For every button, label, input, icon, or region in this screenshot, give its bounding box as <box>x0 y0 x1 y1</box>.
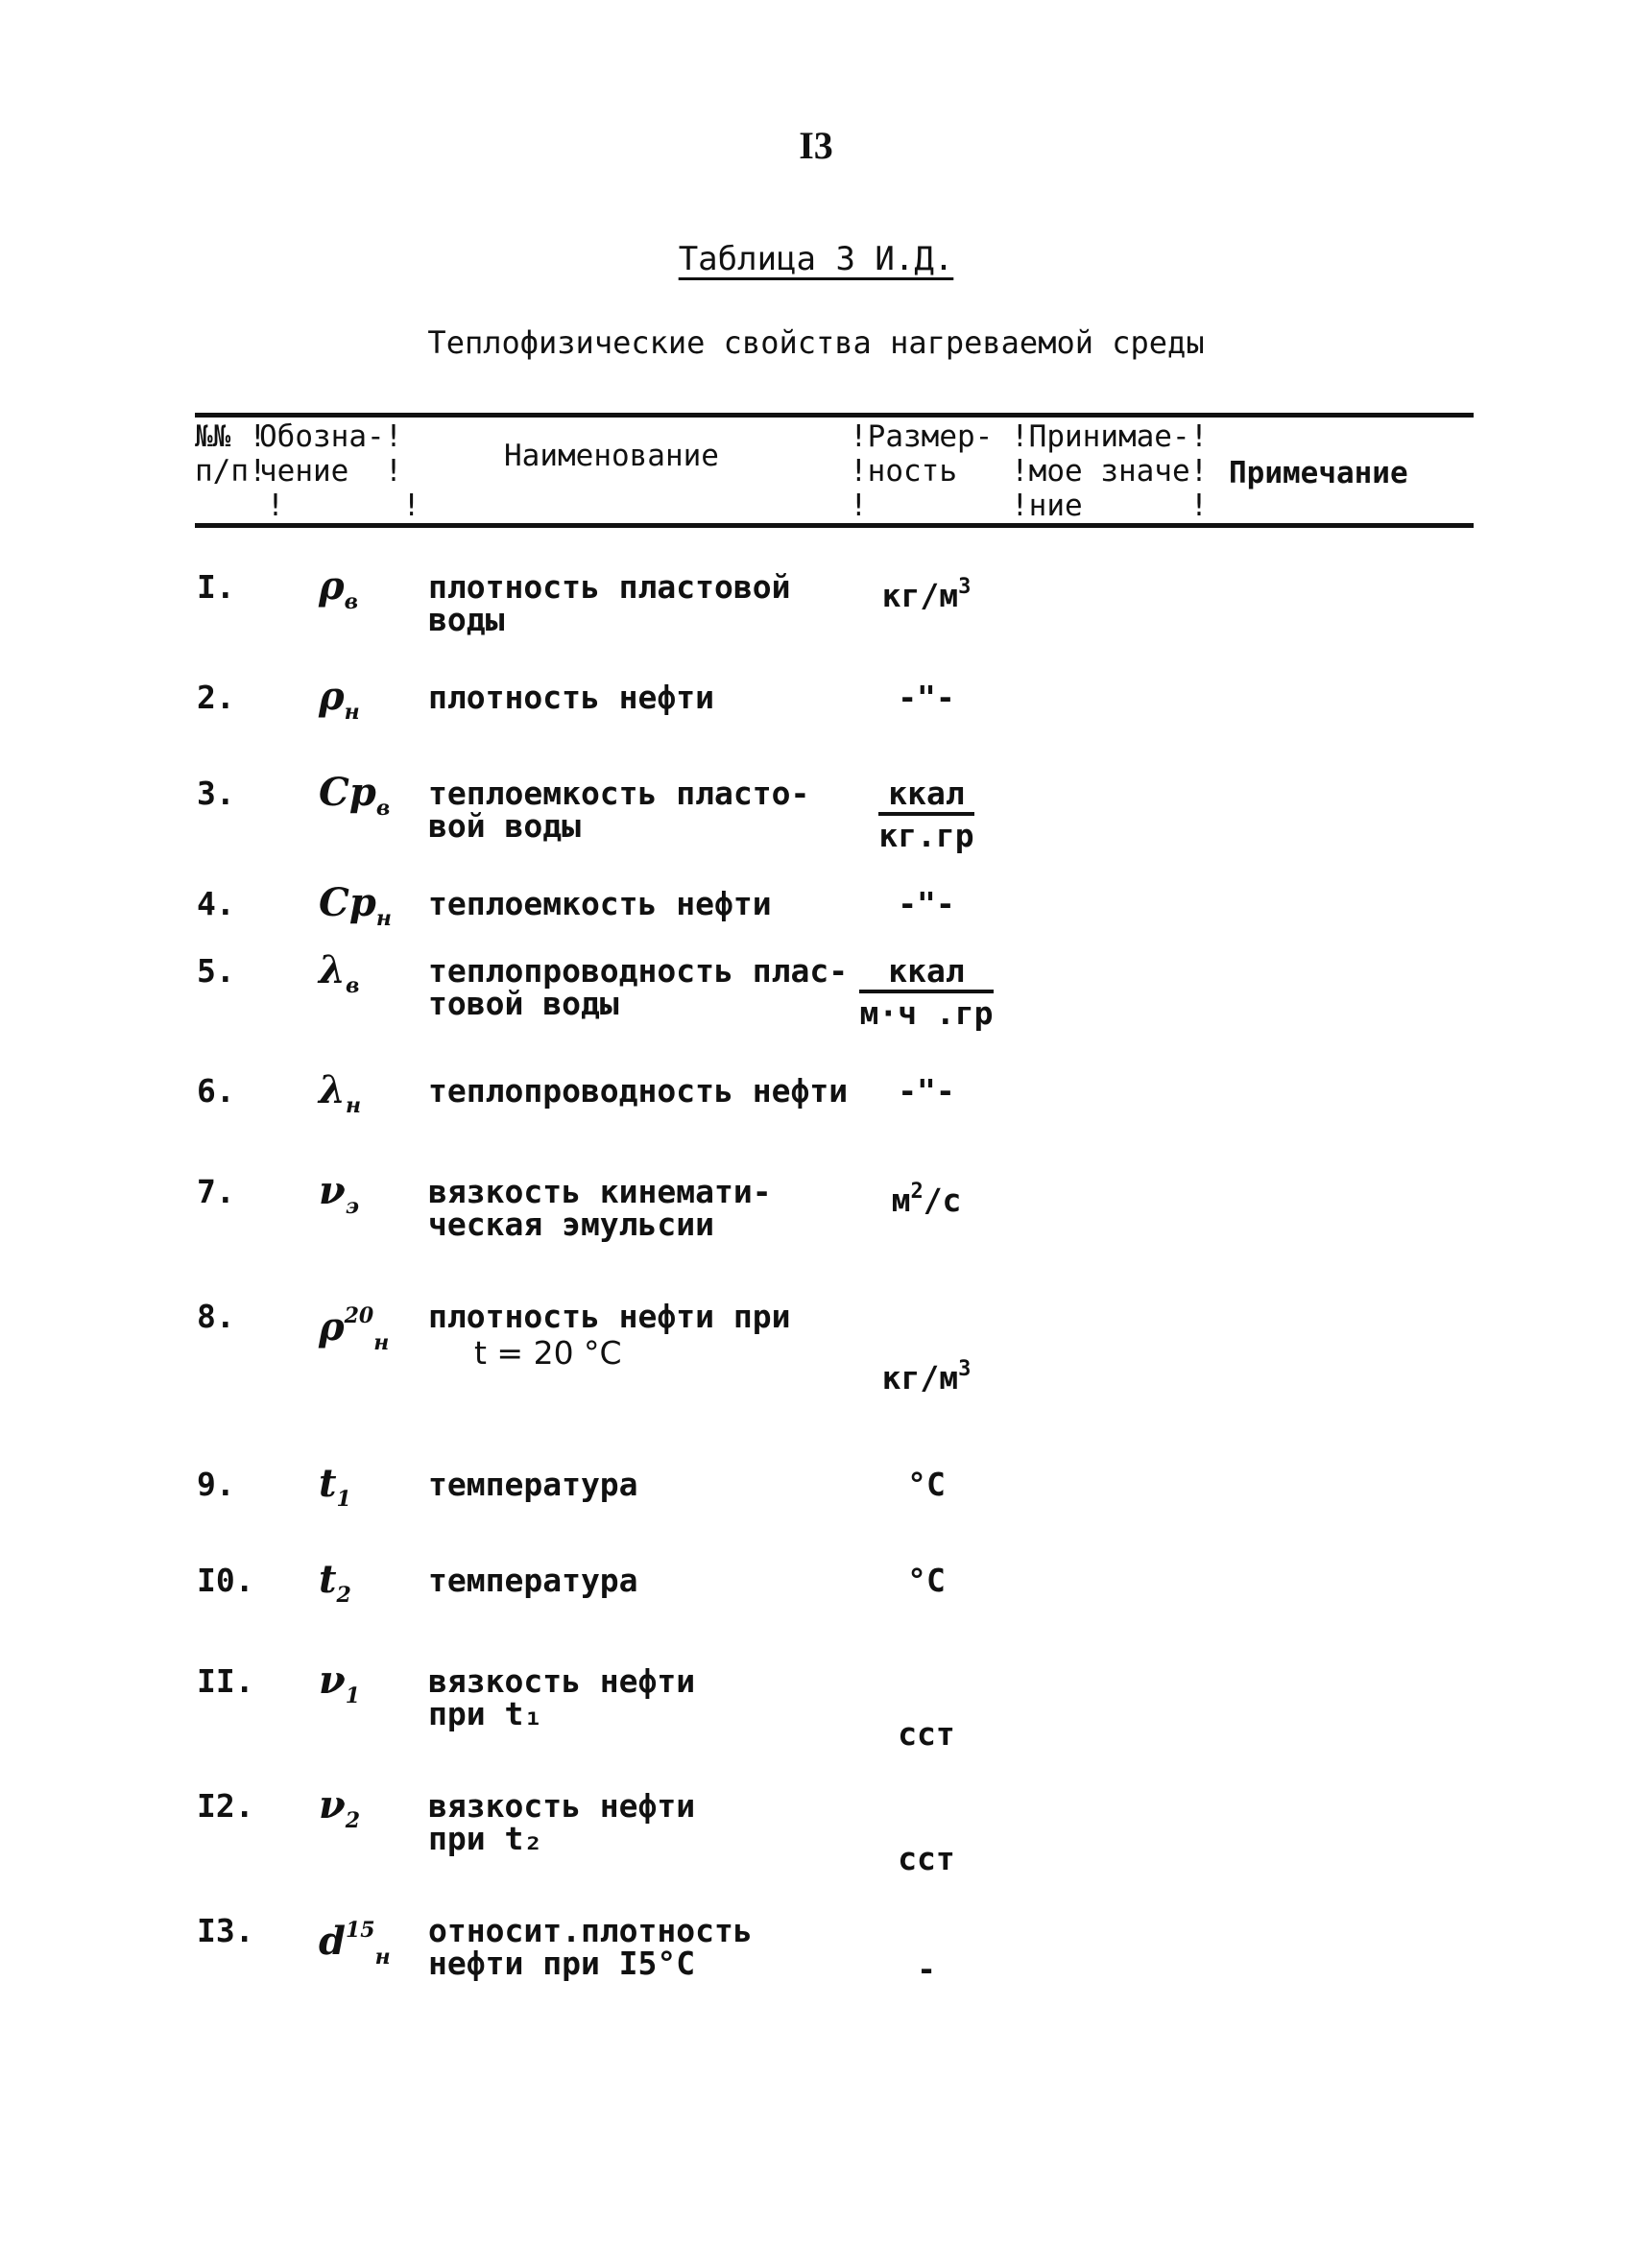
table-header-bottom-rule <box>195 523 1474 528</box>
symbol-subscript: в <box>344 589 359 614</box>
row-name <box>428 885 851 922</box>
row-number: II. <box>197 1662 254 1700</box>
row-symbol <box>319 1297 389 1362</box>
row-symbol <box>319 1911 391 1976</box>
table-subtitle: Теплофизические свойства нагреваемой среды <box>427 324 1205 361</box>
row-symbol <box>319 674 360 731</box>
row-name-line: воды <box>428 601 505 638</box>
row-symbol <box>319 1168 359 1226</box>
unit-text: м <box>891 1182 911 1219</box>
symbol-subscript: 2 <box>336 1583 351 1608</box>
row-unit <box>850 885 1003 922</box>
symbol-base: λ <box>319 947 347 992</box>
row-name-formula: t = 20 °C <box>474 1334 622 1372</box>
row-symbol <box>319 1658 361 1715</box>
row-name-line: вязкость кинемати- <box>428 1173 772 1210</box>
page-number: I3 <box>799 124 833 167</box>
row-symbol <box>319 1782 361 1840</box>
row-name <box>428 1662 851 1732</box>
symbol-base: d <box>319 1919 346 1964</box>
unit-text: кг/м <box>881 1359 959 1397</box>
row-name-line: при t₁ <box>428 1695 543 1732</box>
symbol-base: ν <box>319 1782 346 1827</box>
symbol-subscript: н <box>373 1330 390 1355</box>
unit-superscript: 3 <box>958 1357 972 1381</box>
unit-text: °C <box>907 1466 946 1503</box>
row-number: 9. <box>197 1466 235 1503</box>
row-name-line: вязкость нефти <box>428 1662 696 1700</box>
row-name-line: плотность пластовой <box>428 568 791 606</box>
row-name-line: температура <box>428 1466 638 1503</box>
row-unit <box>850 1840 1003 1877</box>
unit-denominator: кг.гр <box>878 817 974 854</box>
row-name-line: теплопроводность плас- <box>428 952 849 990</box>
row-name <box>428 681 851 714</box>
unit-text: -"- <box>898 679 955 716</box>
row-number: 3. <box>197 775 235 812</box>
table-title: Таблица 3 И.Д. <box>678 240 954 278</box>
row-name-line: плотность нефти <box>428 679 715 716</box>
row-number: I3. <box>197 1912 254 1949</box>
symbol-subscript: н <box>346 1093 362 1118</box>
symbol-base: λ <box>319 1067 347 1112</box>
row-unit <box>850 1176 1003 1217</box>
symbol-subscript: н <box>375 906 392 931</box>
symbol-subscript: 1 <box>336 1487 351 1512</box>
row-name <box>428 1468 851 1501</box>
unit-text: °C <box>907 1562 946 1599</box>
symbol-base: t <box>319 1557 337 1602</box>
row-name-line: плотность нефти при <box>428 1298 791 1335</box>
row-number: 4. <box>197 885 235 922</box>
row-name <box>428 1298 851 1372</box>
symbol-base: ρ <box>319 563 345 609</box>
symbol-subscript: 1 <box>345 1683 361 1708</box>
unit-text: кг/м <box>881 577 959 614</box>
row-number: 7. <box>197 1173 235 1210</box>
row-unit <box>850 681 1003 714</box>
symbol-base: ν <box>319 1658 346 1703</box>
row-unit <box>850 777 1003 852</box>
unit-text: - <box>917 1950 936 1988</box>
row-unit <box>850 1950 1003 1988</box>
table-header-name: Наименование <box>504 439 719 473</box>
row-unit <box>850 1353 1003 1395</box>
symbol-superscript: 15 <box>345 1918 375 1943</box>
symbol-base: t <box>319 1461 337 1506</box>
symbol-base: ρ <box>319 1304 345 1349</box>
row-name <box>428 1912 851 1982</box>
row-name-line: нефти при I5°C <box>428 1945 696 1982</box>
unit-superscript: 3 <box>958 575 972 599</box>
row-number: 2. <box>197 679 235 716</box>
symbol-subscript: н <box>344 700 360 725</box>
row-name-line: теплоемкость пласто- <box>428 775 810 812</box>
row-name-line: товой воды <box>428 985 619 1022</box>
row-name <box>428 1072 851 1110</box>
row-number: I. <box>197 568 235 606</box>
row-name <box>428 777 851 843</box>
row-unit <box>850 1072 1003 1110</box>
unit-tail: /с <box>923 1182 962 1219</box>
symbol-subscript: в <box>375 796 391 821</box>
symbol-base: Cp <box>319 770 376 815</box>
row-number: I2. <box>197 1787 254 1825</box>
row-name-line: относит.плотность <box>428 1912 753 1949</box>
unit-text: сст <box>898 1840 955 1877</box>
unit-superscript: 2 <box>910 1180 924 1204</box>
table-header-top-rule <box>195 413 1474 418</box>
unit-fraction <box>859 952 994 1032</box>
symbol-superscript: 20 <box>344 1303 374 1328</box>
row-unit <box>850 1564 1003 1597</box>
row-unit <box>850 1468 1003 1501</box>
row-number: 5. <box>197 952 235 990</box>
row-symbol <box>319 1067 362 1125</box>
row-name <box>428 1564 851 1597</box>
row-name-line: температура <box>428 1562 638 1599</box>
unit-text: -"- <box>898 1072 955 1110</box>
row-name <box>428 952 851 1022</box>
unit-numerator: ккал <box>859 955 993 993</box>
row-name-line: теплопроводность нефти <box>428 1072 849 1110</box>
row-symbol <box>319 1557 351 1614</box>
row-symbol <box>319 947 360 1005</box>
row-name <box>428 1787 851 1857</box>
symbol-base: Cp <box>319 880 376 925</box>
row-number: 8. <box>197 1298 235 1335</box>
symbol-subscript: 2 <box>345 1808 361 1833</box>
table-header-num: №№ ! п/п! ! <box>195 419 285 523</box>
row-name <box>428 568 851 638</box>
unit-numerator: ккал <box>878 777 973 816</box>
row-name-line: вязкость нефти <box>428 1787 696 1825</box>
row-name-line: вой воды <box>428 807 581 845</box>
symbol-base: ν <box>319 1168 346 1213</box>
row-unit <box>850 571 1003 612</box>
row-symbol <box>319 1461 351 1518</box>
row-name-line: теплоемкость нефти <box>428 885 772 922</box>
row-unit <box>850 1715 1003 1753</box>
row-symbol <box>319 880 392 938</box>
row-number: 6. <box>197 1072 235 1110</box>
table-header-unit: !Размер- !ность ! <box>850 419 994 523</box>
row-unit <box>850 952 1003 1032</box>
row-name <box>428 1173 851 1243</box>
row-name-line: при t₂ <box>428 1820 543 1857</box>
symbol-subscript: в <box>346 973 360 998</box>
unit-text: сст <box>898 1715 955 1753</box>
table-header-value: !Принимае-! !мое значе! !ние ! <box>1011 419 1209 523</box>
row-number: I0. <box>197 1562 254 1599</box>
unit-text: -"- <box>898 885 955 922</box>
row-symbol <box>319 770 391 827</box>
symbol-base: ρ <box>319 674 345 719</box>
symbol-subscript: э <box>345 1194 359 1219</box>
table-header-symbol: Обозна-! чение ! ! <box>259 419 420 523</box>
unit-fraction <box>878 777 973 852</box>
unit-denominator: м·ч .гр <box>859 994 994 1032</box>
row-name-line: ческая эмульсии <box>428 1206 715 1243</box>
table-header-note: Примечание <box>1229 456 1408 490</box>
row-symbol <box>319 563 359 621</box>
symbol-subscript: н <box>374 1945 391 1970</box>
